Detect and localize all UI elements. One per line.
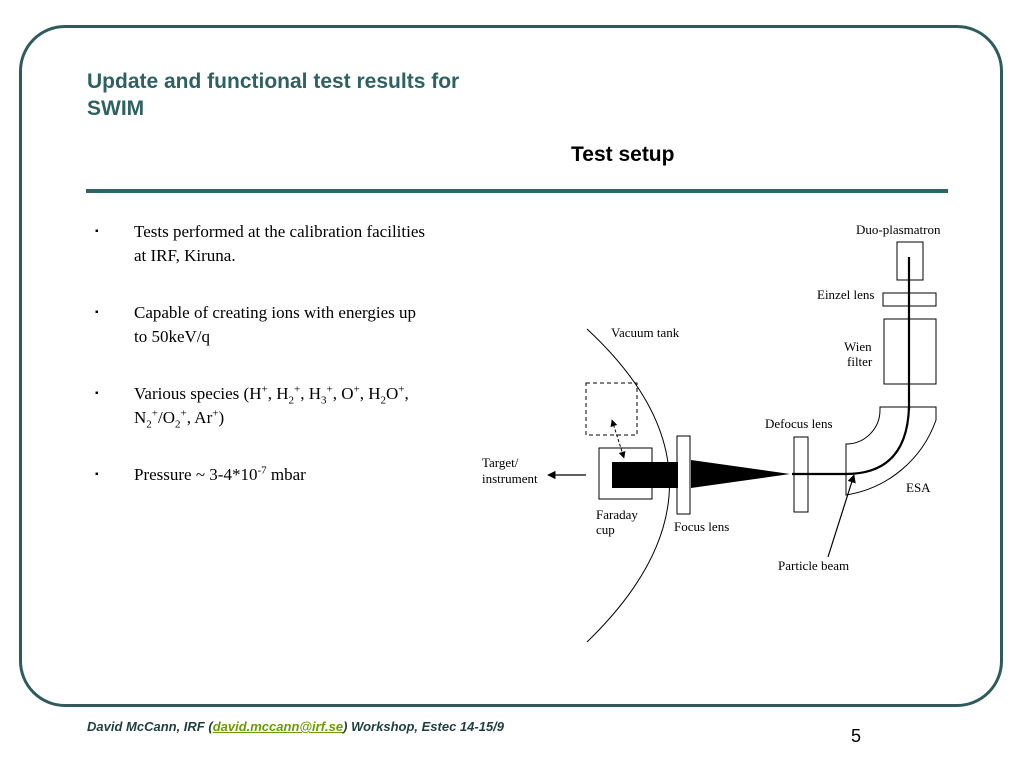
label-wien-1: Wien: [844, 339, 872, 354]
label-defocus-lens: Defocus lens: [765, 416, 833, 431]
bullet-item: [95, 301, 425, 349]
bullet-item: [95, 382, 425, 430]
label-faraday-1: Faraday: [596, 507, 638, 522]
slide-subtitle: Test setup: [571, 143, 675, 166]
particle-beam-arrow: [828, 475, 854, 557]
label-particle-beam: Particle beam: [778, 558, 850, 573]
movement-arrow: [612, 420, 624, 458]
label-focus-lens: Focus lens: [674, 519, 730, 534]
test-setup-diagram: [470, 212, 960, 652]
label-target-1: Target/: [482, 455, 519, 470]
title-divider: [86, 189, 948, 193]
focus-lens-box: [677, 436, 690, 514]
footer-event: ) Workshop, Estec 14-15/9: [343, 719, 505, 734]
slide-title: Update and functional test results for SWIM: [87, 70, 460, 120]
beam-bar: [612, 462, 678, 488]
bullet-list: [95, 220, 425, 520]
bullet-marker-icon: ▪: [95, 388, 99, 399]
label-esa: ESA: [906, 480, 931, 495]
bullet-marker-icon: ▪: [95, 226, 99, 237]
page-number: 5: [851, 726, 862, 746]
bullet-marker-icon: ▪: [95, 469, 99, 480]
bullet-item: [95, 220, 425, 268]
bullet-text: Tests performed at the calibration facilities at IRF, Kiruna.: [134, 222, 426, 265]
email-link[interactable]: david.mccann@irf.se: [212, 719, 344, 734]
label-target-2: instrument: [482, 471, 538, 486]
beam-curve: [846, 407, 909, 474]
label-einzel-lens: Einzel lens: [817, 287, 875, 302]
beam-cone: [691, 460, 790, 488]
bullet-text: Various species (H+, $H_2^+$, $H_3^+$, O+, $H_2O^+$, $N_2^+/O_2^+$, Ar+): [134, 383, 409, 431]
label-vacuum-tank: Vacuum tank: [611, 325, 680, 340]
bullet-text: Pressure ~ $3-4*10^{-7}$ mbar: [134, 464, 306, 484]
bullet-marker-icon: ▪: [95, 307, 99, 318]
bullet-text: Capable of creating ions with energies up to 50keV/q: [134, 303, 416, 346]
bullet-item: [95, 463, 425, 487]
label-faraday-2: cup: [596, 522, 615, 537]
footer-credit: [87, 719, 504, 734]
label-wien-2: filter: [847, 354, 873, 369]
footer-author: David McCann, IRF (: [87, 719, 213, 734]
dashed-position-box: [586, 383, 637, 435]
label-duoplasmatron: Duo-plasmatron: [856, 222, 941, 237]
